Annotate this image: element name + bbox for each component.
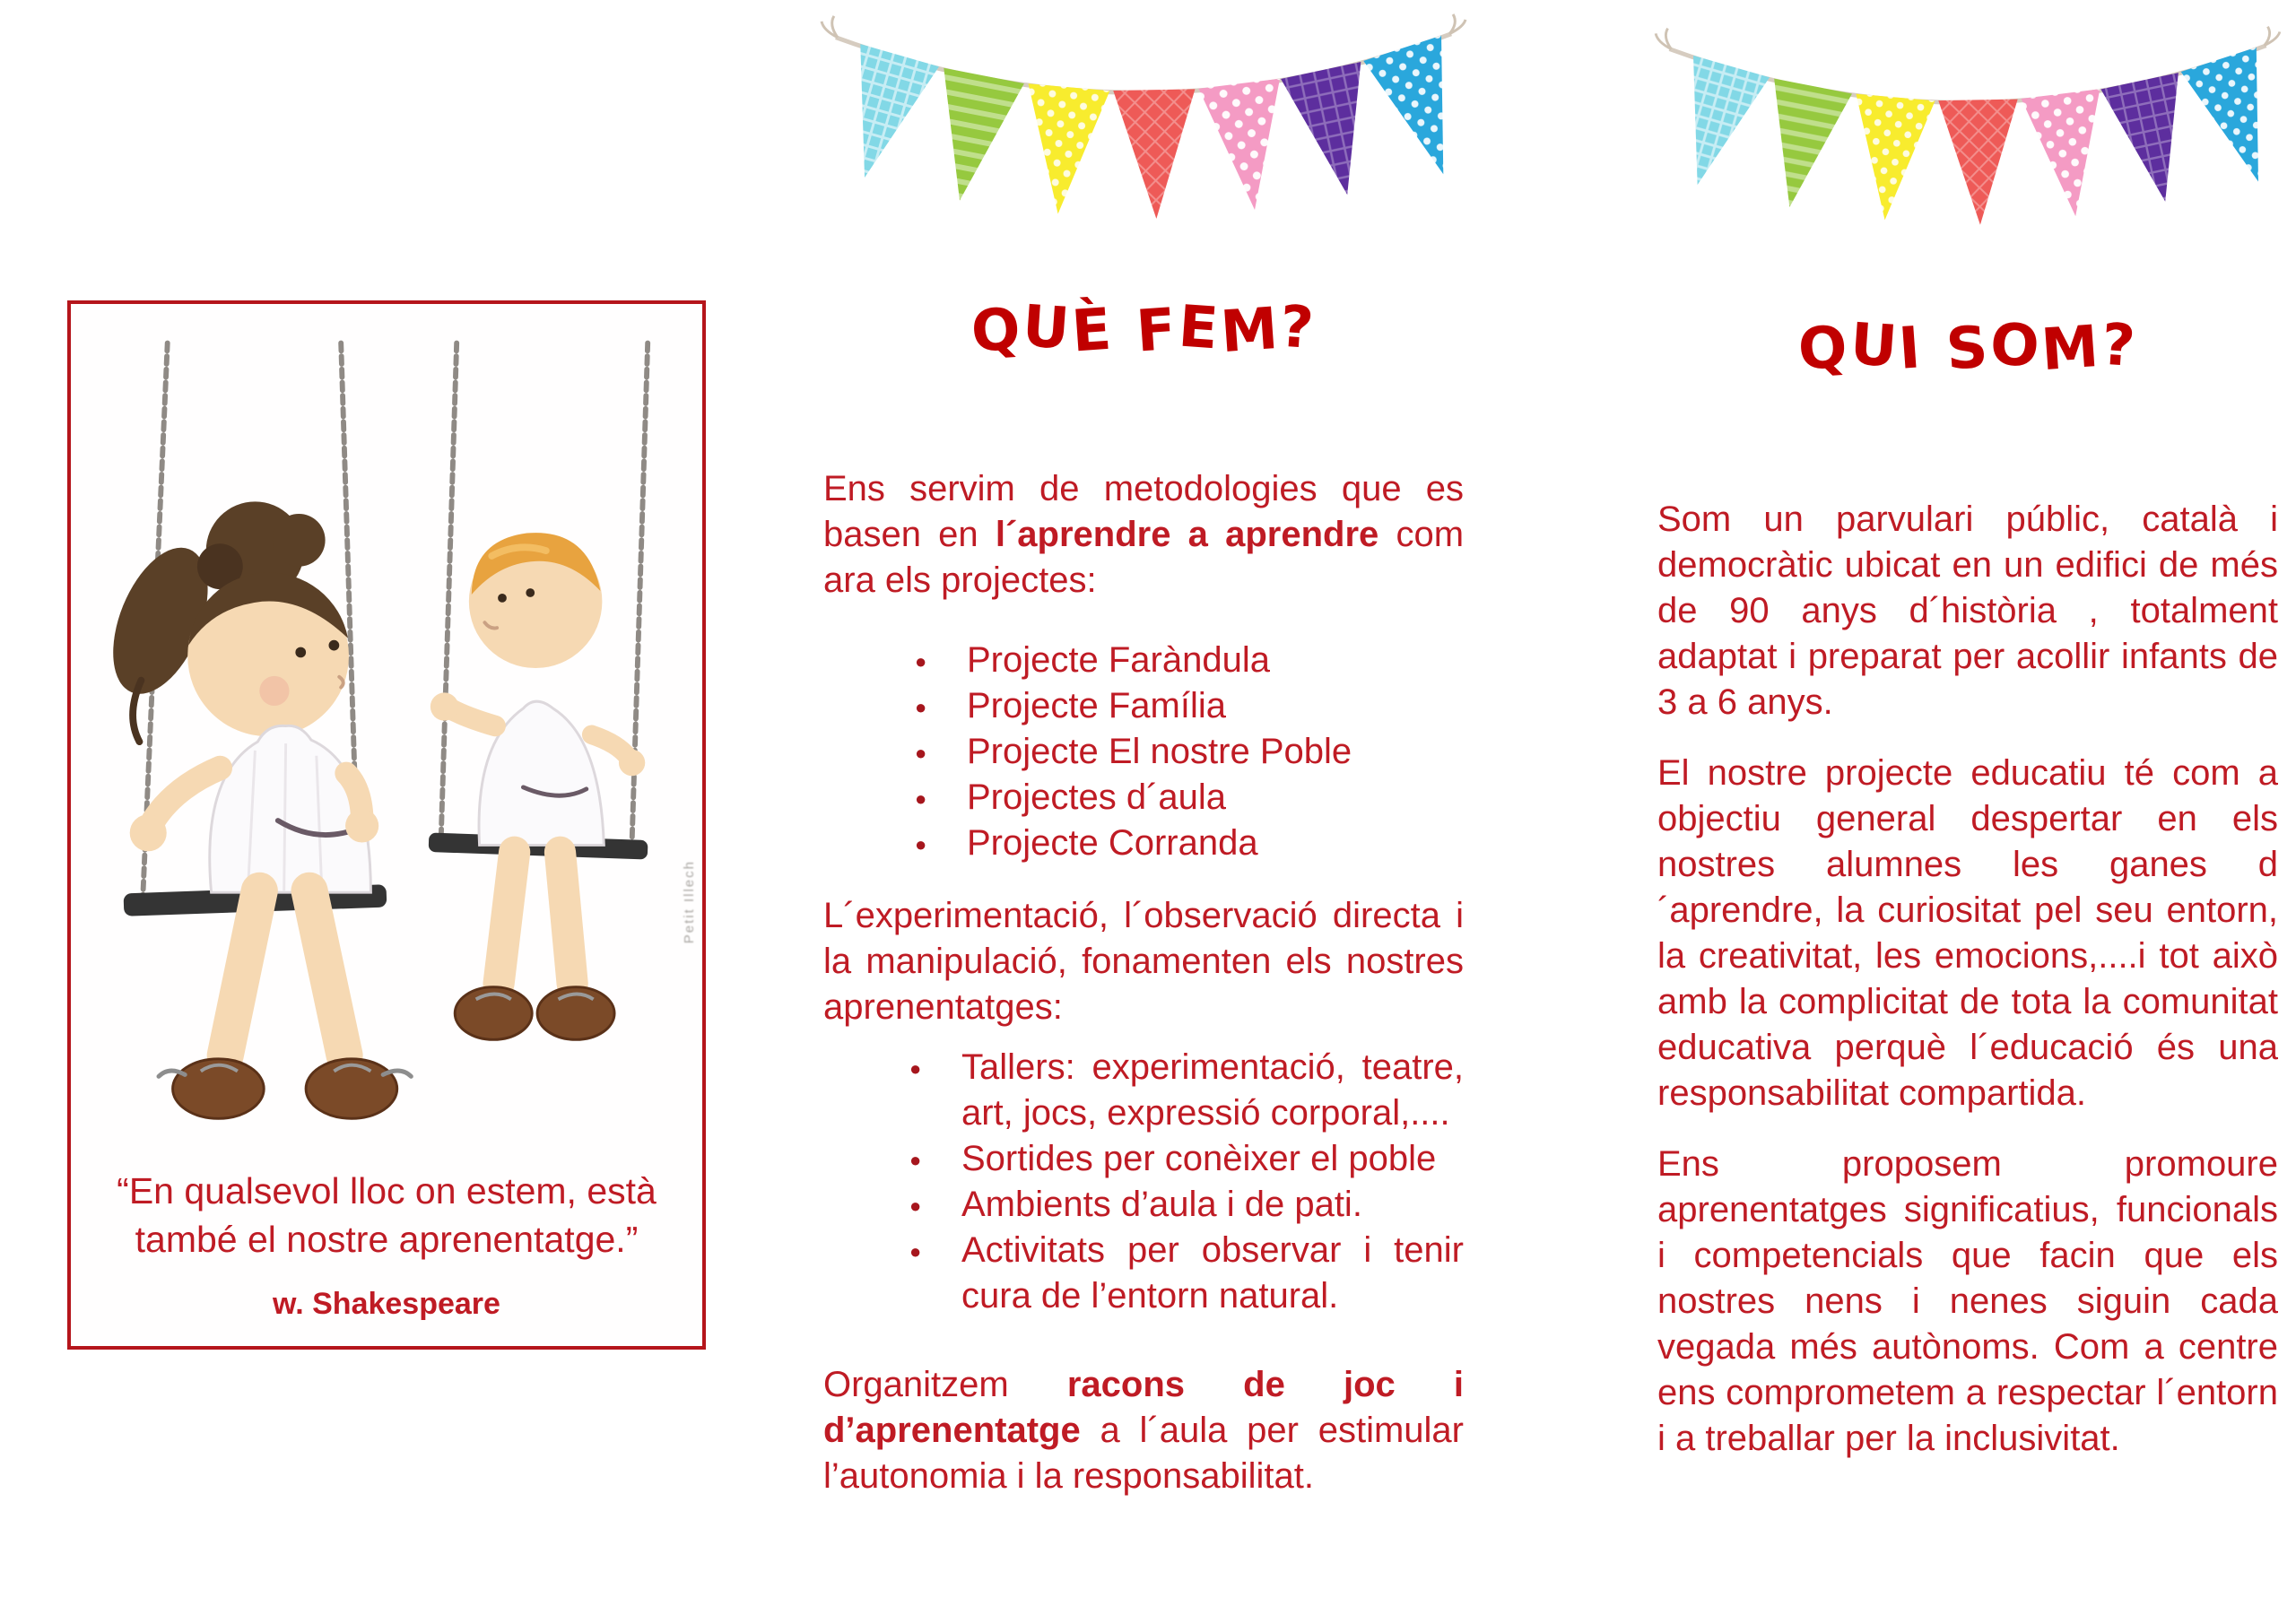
list-item: ● Projecte Faràndula <box>909 638 1464 683</box>
panel-qui-som <box>1657 0 2278 1462</box>
about-paragraph-3: Ens proposem promoure aprenentatges significatius, funcionals i competencials que facin que els nostres nens i nenes siguin cada vegada més autònoms. Com a centre ens comprometem a respectar l´entorn i a treballar per la inclusivitat. <box>1657 1144 2278 1459</box>
intro-paragraph <box>823 466 1464 604</box>
intro-text-post: com ara els projectes: <box>823 514 1465 600</box>
about-paragraph-1: Som un parvulari públic, català i democràtic ubicat en un edifici de més de 90 anys d´història , totalment adaptat i preparat per acollir infants de 3 a 6 anys. <box>1657 499 2278 723</box>
children-on-swings-illustration <box>80 329 693 1163</box>
intro-text-pre: Ens servim de metodologies que es basen en <box>823 468 1464 554</box>
list-item: ● Projecte Família <box>909 683 1464 729</box>
projects-list <box>823 638 1464 866</box>
panel-que-fem <box>823 0 1464 1499</box>
quote-box <box>67 300 706 1350</box>
intro-text-bold: l´aprendre a aprendre <box>995 514 1379 554</box>
list-item: ● Projecte El nostre Poble <box>909 729 1464 775</box>
about-paragraph-2: El nostre projecte educatiu té com a objectiu general despertar en els nostres alumnes les ganes d´aprendre, la curiositat pel seu entorn, la creativitat, les emocions,....i tot això amb la complicitat de tota la comunitat educativa perquè l´educació és una responsabilitat compartida. <box>1657 753 2278 1114</box>
closing-text-pre: Organitzem <box>823 1364 1067 1404</box>
quote-attribution: w. Shakespeare <box>273 1287 500 1321</box>
section-title-que-fem: QUÈ FEM? <box>969 293 1318 367</box>
list-item: ● Activitats per observar i tenir cura de l’entorn natural. <box>904 1228 1464 1319</box>
list-item: ● Projecte Corranda <box>909 821 1464 866</box>
methods-list <box>823 1045 1464 1319</box>
bunting-garland-icon <box>1657 20 2278 235</box>
quote-text: “En qualsevol lloc on estem, està també el nostre aprenentatge.” <box>117 1170 657 1260</box>
list-item: ● Tallers: experimentació, teatre, art, jocs, expressió corporal,.... <box>904 1045 1464 1136</box>
boy-figure <box>430 533 645 1039</box>
girl-figure <box>94 501 411 1118</box>
section-title-qui-som: QUI SOM? <box>1796 311 2140 385</box>
closing-paragraph <box>823 1362 1464 1499</box>
closing-text-bold: racons de joc i d’aprenentatge <box>823 1364 1464 1450</box>
closing-text-post: a l´aula per estimular l’autonomia i la responsabilitat. <box>823 1410 1464 1496</box>
list-item: ● Projectes d´aula <box>909 775 1464 821</box>
artist-signature: Petit Illech <box>682 860 697 944</box>
list-item: ● Sortides per conèixer el poble <box>904 1136 1464 1182</box>
methods-intro-paragraph: L´experimentació, l´observació directa i la manipulació, fonamenten els nostres aprenentatges: <box>823 895 1464 1027</box>
list-item: ● Ambients d’aula i de pati. <box>904 1182 1464 1228</box>
bunting-garland-icon <box>823 7 1464 230</box>
